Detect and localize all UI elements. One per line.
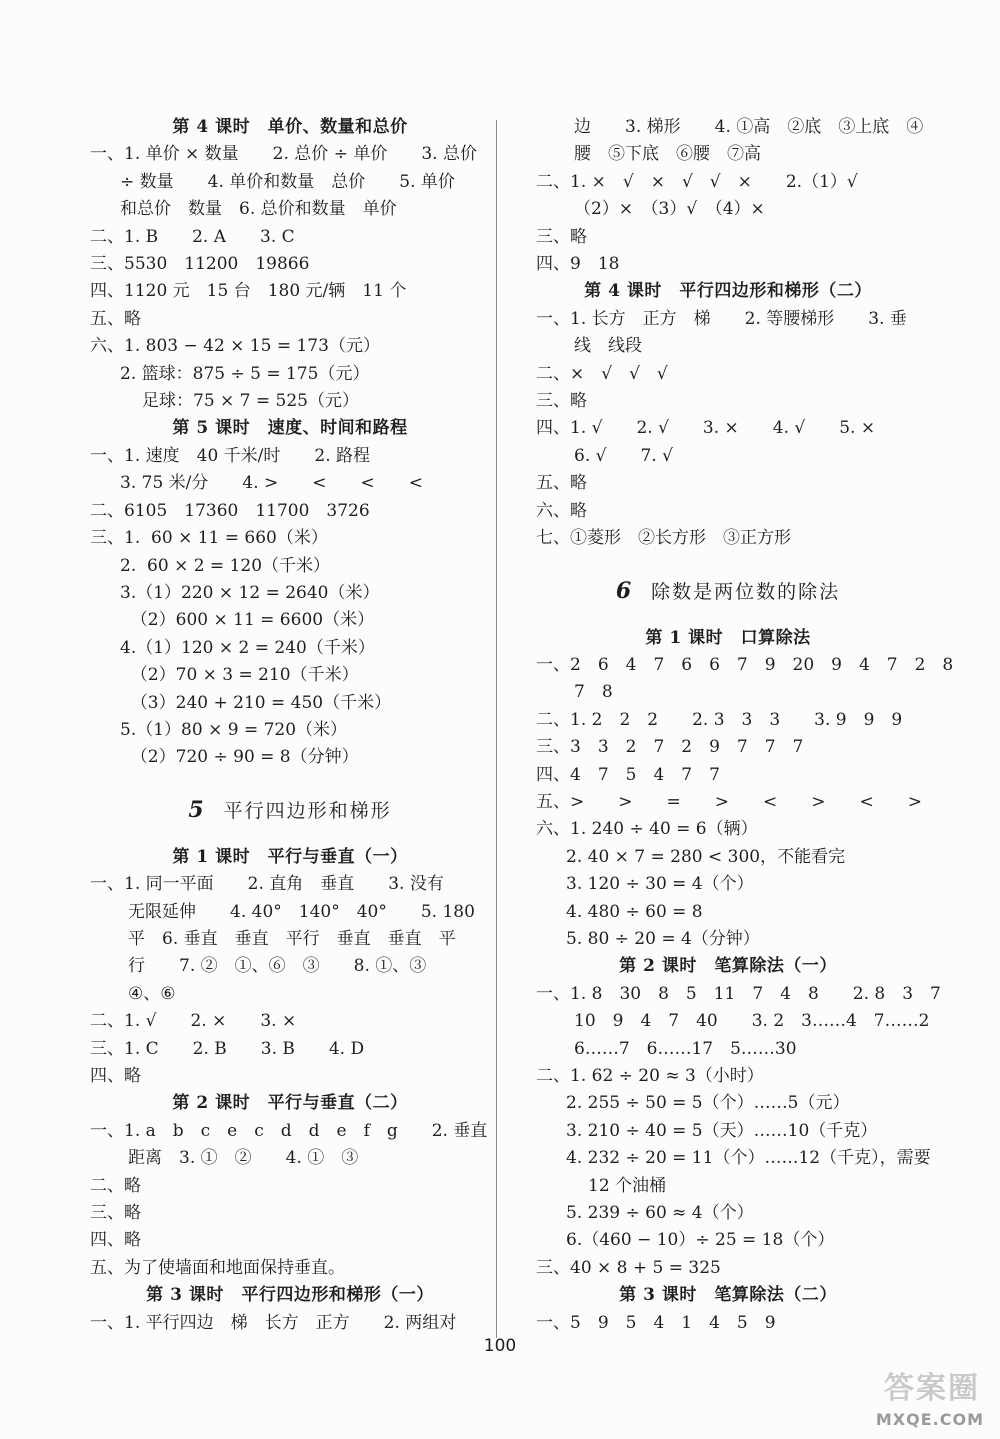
answer-line: 距离 3. ① ② 4. ① ③	[128, 1148, 359, 1169]
chapter-title	[90, 784, 490, 836]
answer-line: 五、为了使墙面和地面保持垂直。	[90, 1257, 345, 1278]
answer-line: 一、2 6 4 7 6 6 7 9 20 9 4 7 2 8	[536, 654, 954, 675]
answer-line: 4. 232 ÷ 20 = 11（个）……12（千克），需要	[566, 1148, 931, 1169]
answer-line: 6. √ 7. √	[574, 445, 673, 466]
answer-line: （2）× （3）√ （4）×	[574, 199, 765, 220]
answer-line: 三、1. 60 × 11 = 660（米）	[90, 528, 328, 549]
answer-line: 5. 80 ÷ 20 = 4（分钟）	[566, 928, 760, 949]
answer-line: 5.（1）80 × 9 = 720（米）	[120, 719, 348, 740]
answer-line: 足球：75 × 7 = 525（元）	[142, 391, 359, 412]
watermark-logo-text: 答案圈	[884, 1371, 980, 1406]
answer-line: 三、略	[90, 1203, 141, 1224]
answer-line: 六、1. 240 ÷ 40 = 6（辆）	[536, 819, 758, 840]
answer-line: 12 个油桶	[588, 1175, 667, 1196]
lesson-heading: 第 2 课时 平行与垂直（二）	[172, 1093, 408, 1114]
chapter-number: 6	[615, 577, 634, 604]
answer-line: 10 9 4 7 40 3. 2 3……4 7……2	[574, 1011, 930, 1032]
answer-line: 3. 120 ÷ 30 = 4（个）	[566, 874, 754, 895]
watermark-logo	[840, 1361, 990, 1431]
page-number: 100	[483, 1336, 517, 1356]
answer-line: 一、5 9 5 4 1 4 5 9	[536, 1312, 776, 1333]
column-divider	[496, 120, 497, 1338]
chapter-number: 5	[188, 796, 206, 823]
lesson-heading: 第 4 课时 单价、数量和总价	[172, 117, 408, 137]
answer-line: 腰 ⑤下底 ⑥腰 ⑦高	[574, 144, 761, 165]
answer-line: 三、3 3 2 7 2 9 7 7 7	[536, 737, 804, 758]
answer-line: 一、1. 速度 40 千米/时 2. 路程	[90, 445, 371, 466]
answer-line: 平 6. 垂直 垂直 平行 垂直 垂直 平	[128, 928, 456, 949]
answer-line: （2）720 ÷ 90 = 8（分钟）	[120, 747, 359, 768]
answer-line: 二、1. × √ × √ √ × 2.（1）√	[536, 171, 858, 192]
answer-line: 二、1. √ 2. × 3. ×	[90, 1011, 297, 1032]
answer-line: 4.（1）120 × 2 = 240（千米）	[120, 637, 375, 658]
answer-line: 七、①菱形 ②长方形 ③正方形	[536, 528, 791, 549]
answer-line: 五、略	[536, 473, 587, 494]
answer-line: 四、4 7 5 4 7 7	[536, 764, 720, 785]
answer-line: 4. 480 ÷ 60 = 8	[566, 901, 703, 922]
answer-line: 一、1. 8 30 8 5 11 7 4 8 2. 8 3 7	[536, 983, 941, 1004]
answer-line: 三、40 × 8 + 5 = 325	[536, 1257, 721, 1278]
answer-line: 一、1. 平行四边 梯 长方 正方 2. 两组对	[90, 1312, 457, 1333]
answer-line: （3）240 + 210 = 450（千米）	[120, 692, 392, 713]
answer-line: 边 3. 梯形 4. ①高 ②底 ③上底 ④	[574, 117, 924, 137]
answer-line: ÷ 数量 4. 单价和数量 总价 5. 单价	[120, 171, 455, 192]
lesson-heading: 第 3 课时 平行四边形和梯形（一）	[146, 1285, 434, 1306]
answer-line: 二、1. 2 2 2 2. 3 3 3 3. 9 9 9	[536, 709, 903, 730]
right-column	[536, 114, 954, 1337]
answer-line: 一、1. 长方 正方 梯 2. 等腰梯形 3. 垂	[536, 308, 907, 329]
answer-line: 二、6105 17360 11700 3726	[90, 500, 370, 521]
answer-line: 5. 239 ÷ 60 ≈ 4（个）	[566, 1203, 754, 1224]
chapter-name: 除数是两位数的除法	[651, 580, 841, 603]
answer-line: （2）600 × 11 = 6600（米）	[120, 610, 375, 631]
answer-line: 2. 40 × 7 = 280 < 300，不能看完	[566, 846, 846, 867]
lesson-heading: 第 1 课时 口算除法	[645, 627, 811, 648]
lesson-heading: 第 1 课时 平行与垂直（一）	[172, 846, 408, 867]
answer-line: 2. 篮球：875 ÷ 5 = 175（元）	[120, 363, 370, 384]
answer-line: 二、× √ √ √	[536, 363, 668, 384]
answer-line: 二、略	[90, 1175, 141, 1196]
answer-line: 无限延伸 4. 40° 140° 40° 5. 180	[128, 901, 475, 922]
answer-line: 三、5530 11200 19866	[90, 254, 310, 275]
watermark-site-text: MXQE.COM	[875, 1410, 984, 1429]
answer-line: 和总价 数量 6. 总价和数量 单价	[120, 199, 397, 220]
answer-line: 三、略	[536, 391, 587, 412]
answer-line: 四、9 18	[536, 254, 620, 275]
answer-line: 3. 210 ÷ 40 = 5（天）……10（千克）	[566, 1120, 878, 1141]
chapter-name: 平行四边形和梯形	[223, 799, 392, 822]
answer-line: 四、略	[90, 1066, 141, 1086]
answer-line: 6……7 6……17 5……30	[574, 1038, 797, 1059]
lesson-heading: 第 2 课时 笔算除法（一）	[619, 956, 837, 977]
answer-line: 2. 60 × 2 = 120（千米）	[120, 555, 331, 576]
answer-line: 一、1. 同一平面 2. 直角 垂直 3. 没有	[90, 874, 444, 895]
answer-line: 一、1. 单价 × 数量 2. 总价 ÷ 单价 3. 总价	[90, 144, 477, 165]
answer-line: 7 8	[574, 682, 613, 703]
answer-line: 一、1. a b c e c d d e f g 2. 垂直	[90, 1120, 488, 1141]
lesson-heading: 第 5 课时 速度、时间和路程	[172, 418, 408, 439]
answer-line: 二、1. 62 ÷ 20 ≈ 3（小时）	[536, 1066, 764, 1086]
answer-line: 四、1120 元 15 台 180 元/辆 11 个	[90, 281, 407, 302]
answer-line: 二、1. B 2. A 3. C	[90, 226, 295, 247]
answer-line: 三、1. C 2. B 3. B 4. D	[90, 1038, 365, 1059]
answer-line: 六、略	[536, 500, 587, 521]
left-column	[90, 114, 490, 1337]
answer-line: ④、⑥	[128, 983, 176, 1004]
answer-line: 3. 75 米/分 4. > < < <	[120, 473, 423, 494]
answer-line: 6.（460 − 10）÷ 25 = 18（个）	[566, 1230, 835, 1251]
lesson-heading: 第 4 课时 平行四边形和梯形（二）	[584, 281, 872, 302]
answer-line: 2. 255 ÷ 50 = 5（个）……5（元）	[566, 1093, 850, 1114]
answer-line: 四、1. √ 2. √ 3. × 4. √ 5. ×	[536, 418, 876, 439]
answer-line: 六、1. 803 − 42 × 15 = 173（元）	[90, 336, 380, 357]
answer-line: 五、略	[90, 308, 141, 329]
answer-line: （2）70 × 3 = 210（千米）	[120, 665, 359, 686]
answer-line: 三、略	[536, 226, 587, 247]
lesson-heading: 第 3 课时 笔算除法（二）	[619, 1285, 837, 1306]
answer-line: 3.（1）220 × 12 = 2640（米）	[120, 582, 380, 603]
answer-line: 行 7. ② ①、⑥ ③ 8. ①、③	[128, 956, 427, 977]
answer-line: 线 线段	[574, 336, 642, 357]
chapter-title	[536, 565, 920, 617]
answer-line: 五、> > = > < > < >	[536, 791, 922, 812]
answer-line: 四、略	[90, 1230, 141, 1251]
